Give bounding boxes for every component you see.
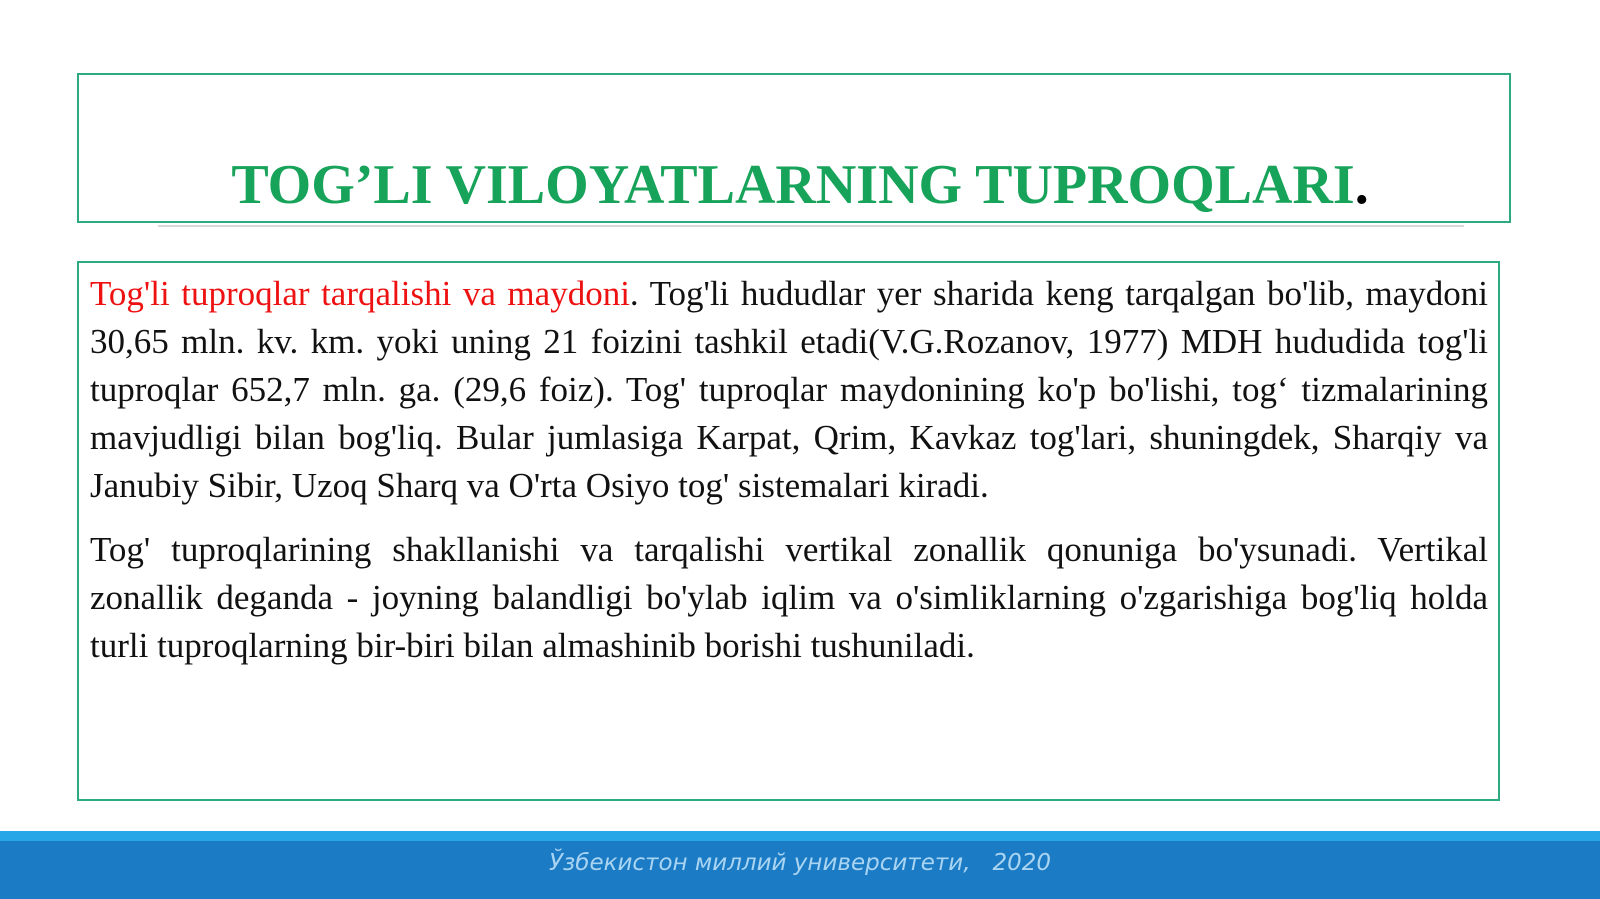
paragraph-2: Tog' tuproqlarining shakllanishi va tarqalishi vertikal zonallik qonuniga bo'ysunadi. Vertikal zonallik deganda - joyning balandligi bo'ylab iqlim va o'simliklarning o'zgarishiga bog'liq holda turli tuproqlarning bir-biri bilan almashinib borishi tushuniladi. [90,530,1488,665]
title-underline [158,225,1464,227]
paragraph-1 [90,270,1488,510]
footer-band [0,841,1600,899]
slide-title [0,150,1600,220]
paragraph-1-body: . Tog'li hududlar yer sharida keng tarqalgan bo'lib, maydoni 30,65 mln. kv. km. yoki uning 21 foizini tashkil etadi(V.G.Rozanov, 1977) MDH hududida tog'li tuproqlar 652,7 mln. ga. (29,6 foiz). Tog' tuproqlar maydonining ko'p bo'lishi, tog‘ tizmalarining mavjudligi bilan bog'liq. Bular jumlasiga Karpat, Qrim, Kavkaz tog'lari, shuningdek, Sharqiy va Janubiy Sibir, Uzoq Sharq va O'rta Osiyo tog' sistemalari kiradi. [90,274,1488,505]
paragraph-1-lead: Tog'li tuproqlar tarqalishi va maydoni [90,274,630,313]
title-text: TOG’LI VILOYATLARNING TUPROQLARI [231,154,1355,216]
footer-stripe [0,831,1600,841]
title-dot: . [1354,154,1369,216]
footer-text: Ўзбекистон миллий университети, 2020 [549,850,1051,876]
content-text [90,270,1488,686]
